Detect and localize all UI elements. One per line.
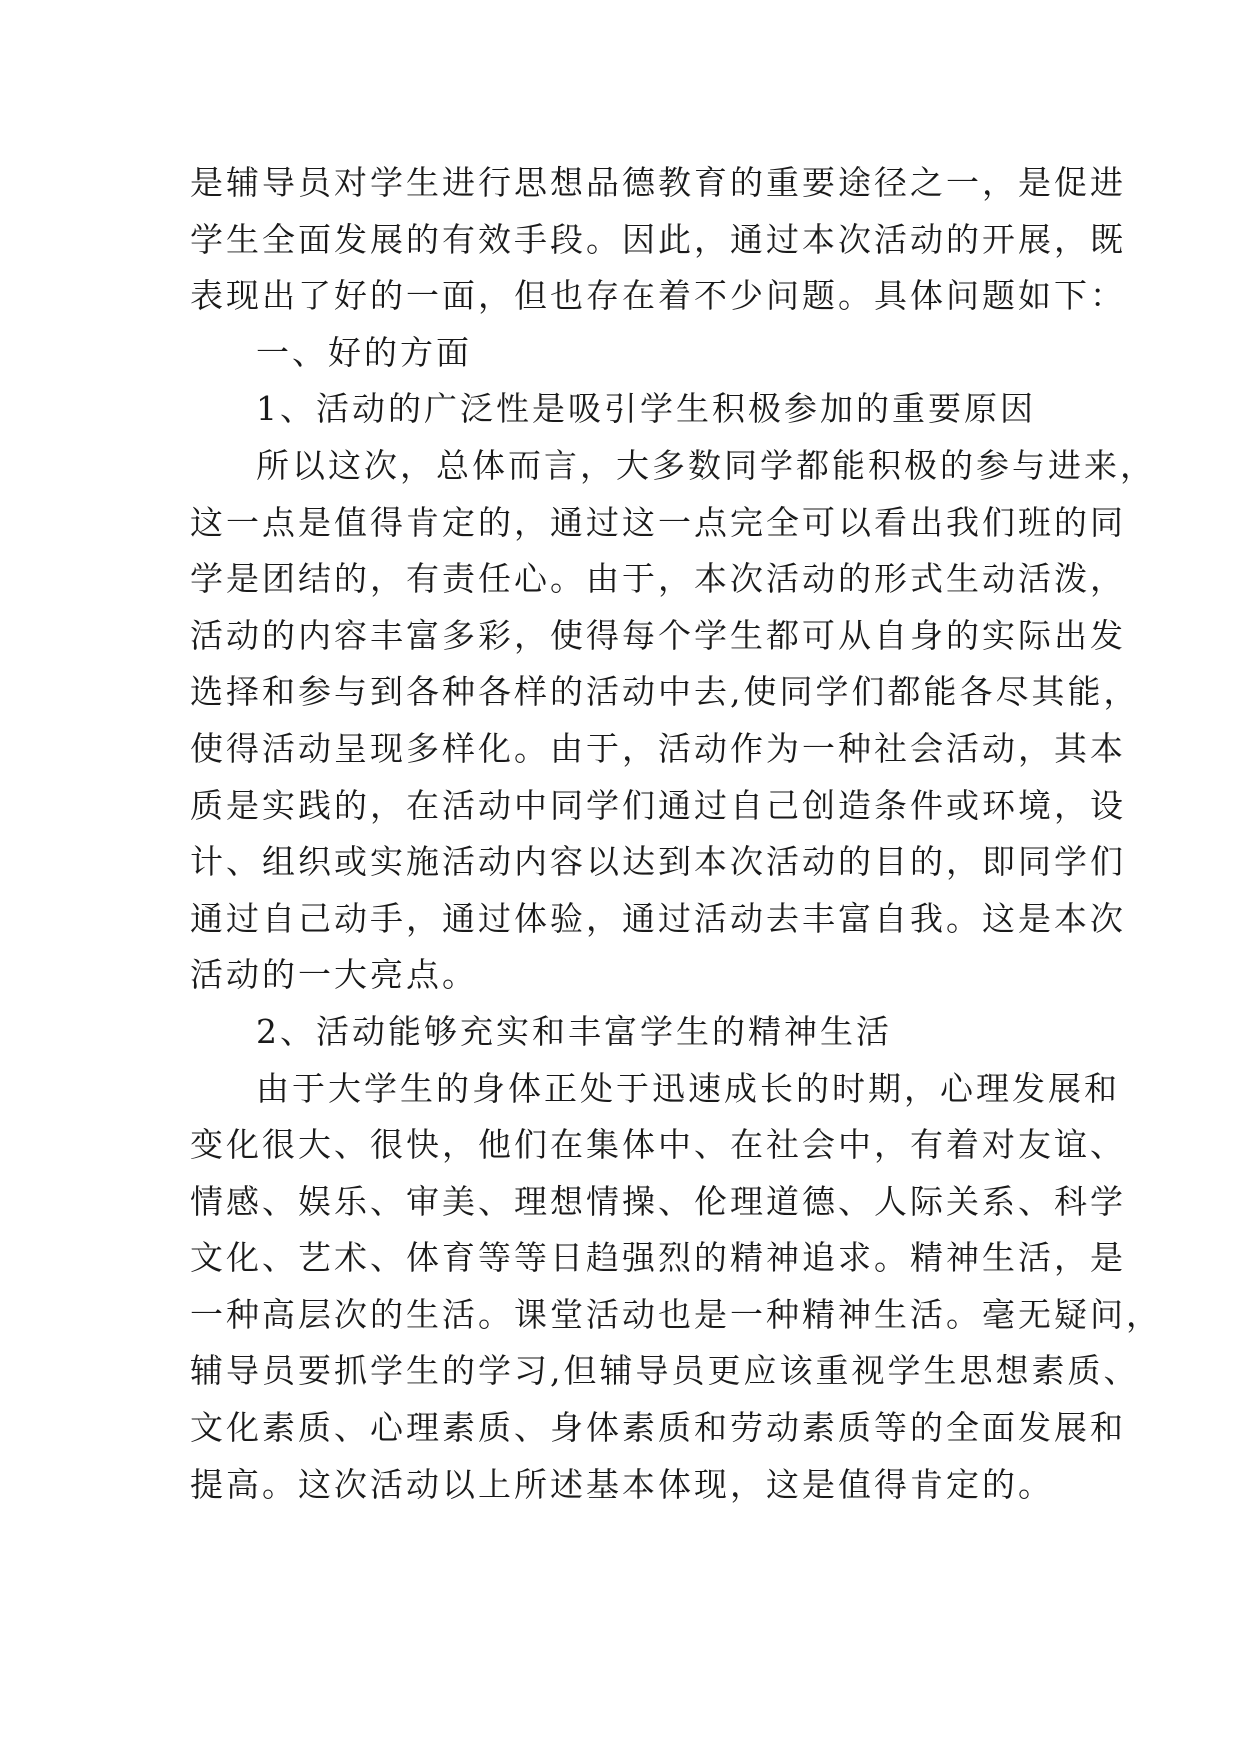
- text-line: 表现出了好的一面，但也存在着不少问题。具体问题如下：: [190, 276, 1126, 316]
- text-line: 这一点是值得肯定的，通过这一点完全可以看出我们班的同: [190, 502, 1126, 542]
- text-line: 一、好的方面: [256, 332, 472, 372]
- text-line: 1、活动的广泛性是吸引学生积极参加的重要原因: [256, 389, 1036, 429]
- text-line: 变化很大、很快，他们在集体中、在社会中，有着对友谊、: [190, 1125, 1126, 1165]
- text-line: 选择和参与到各种各样的活动中去,使同学们都能各尽其能，: [190, 672, 1140, 712]
- text-line: 由于大学生的身体正处于迅速成长的时期，心理发展和: [256, 1068, 1120, 1108]
- text-line: 提高。这次活动以上所述基本体现，这是值得肯定的。: [190, 1464, 1054, 1504]
- text-line: 活动的内容丰富多彩，使得每个学生都可从自身的实际出发: [190, 615, 1126, 655]
- document-body: [190, 155, 1162, 1513]
- text-line: 所以这次，总体而言，大多数同学都能积极的参与进来，: [256, 445, 1156, 485]
- text-line: 使得活动呈现多样化。由于，活动作为一种社会活动，其本: [190, 728, 1126, 768]
- text-line: 文化、艺术、体育等等日趋强烈的精神追求。精神生活，是: [190, 1238, 1126, 1278]
- text-line: 学生全面发展的有效手段。因此，通过本次活动的开展，既: [190, 219, 1126, 259]
- text-line: 学是团结的，有责任心。由于，本次活动的形式生动活泼，: [190, 559, 1126, 599]
- text-line: 计、组织或实施活动内容以达到本次活动的目的，即同学们: [190, 842, 1126, 882]
- text-line: 通过自己动手，通过体验，通过活动去丰富自我。这是本次: [190, 898, 1126, 938]
- text-line: 辅导员要抓学生的学习,但辅导员更应该重视学生思想素质、: [190, 1351, 1140, 1391]
- text-line: 活动的一大亮点。: [190, 955, 478, 995]
- text-line: 情感、娱乐、审美、理想情操、伦理道德、人际关系、科学: [190, 1181, 1126, 1221]
- text-line: 一种高层次的生活。课堂活动也是一种精神生活。毫无疑问，: [190, 1294, 1162, 1334]
- text-line: 质是实践的，在活动中同学们通过自己创造条件或环境，设: [190, 785, 1126, 825]
- text-line: 文化素质、心理素质、身体素质和劳动素质等的全面发展和: [190, 1408, 1126, 1448]
- text-line: 2、活动能够充实和丰富学生的精神生活: [256, 1011, 892, 1051]
- text-line: 是辅导员对学生进行思想品德教育的重要途径之一，是促进: [190, 163, 1126, 202]
